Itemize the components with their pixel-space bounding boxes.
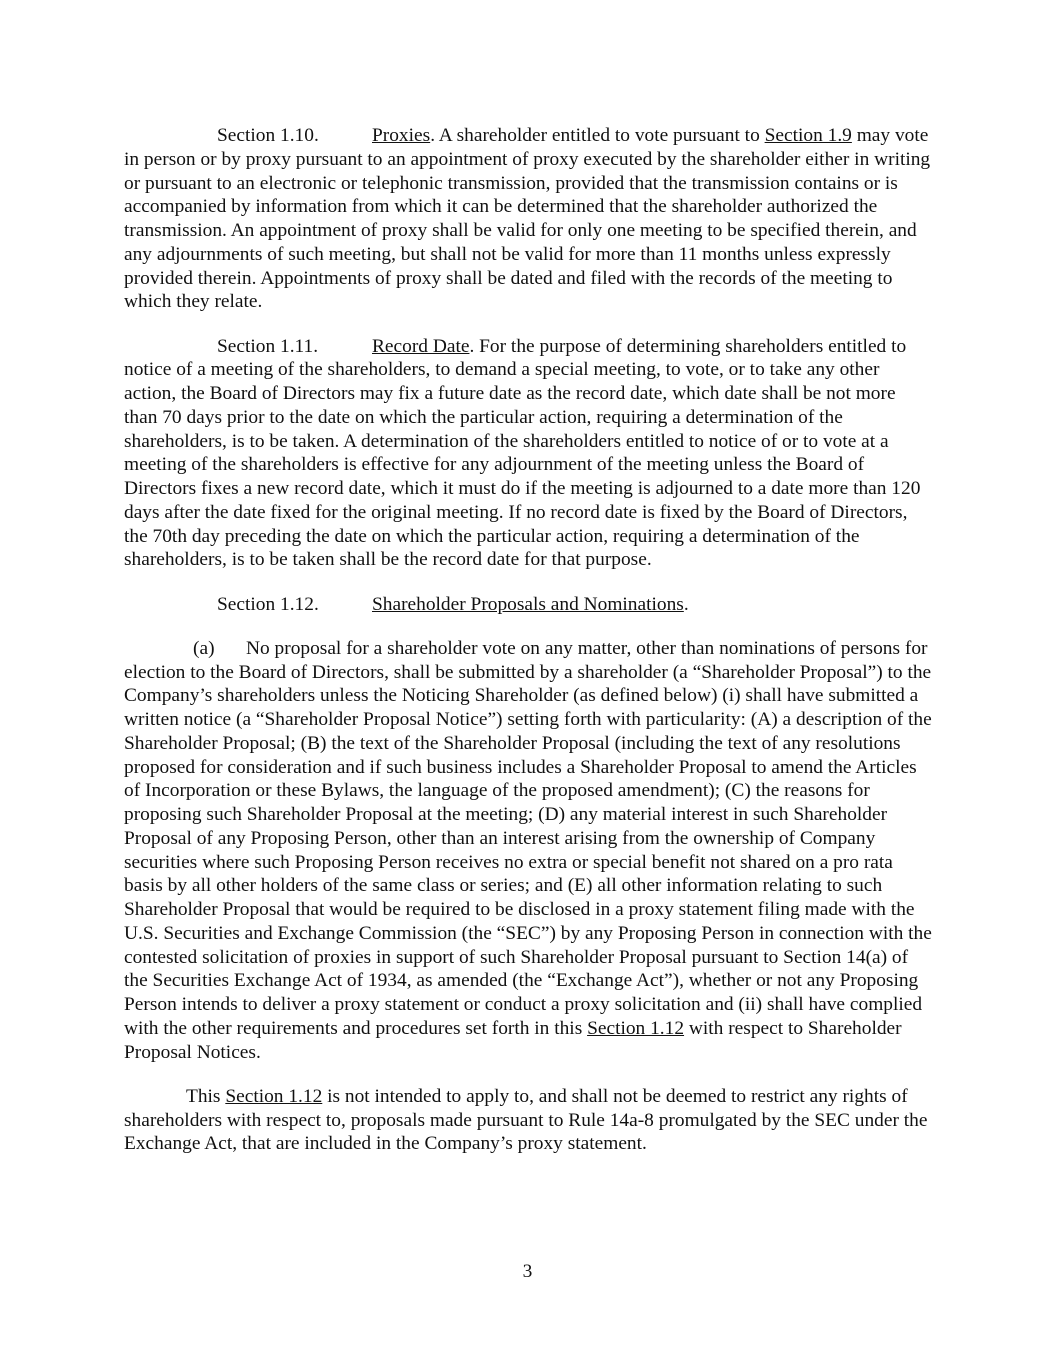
section-number: Section 1.10. [217, 125, 319, 146]
page-number: 3 [522, 1261, 533, 1282]
section-reference-link[interactable]: Section 1.12 [225, 1085, 323, 1107]
section-number: Section 1.12. [217, 593, 319, 615]
section-text: . [683, 593, 689, 615]
section-1-12-heading [124, 593, 932, 617]
closing-paragraph [124, 1085, 932, 1156]
paragraph-text: is not intended to apply to, and shall not be deemed to restrict any rights of shareholders with respect to, proposals made pursuant to Rule 14a-8 promulgated by the SEC under the Exchange Act, that are included in the Company’s proxy statement. [124, 1085, 928, 1155]
document-page [124, 124, 932, 1177]
subsection-text: No proposal for a shareholder vote on any matter, other than nominations of persons for election to the Board of Directors, shall be submitted by a shareholder (a “Shareholder Proposal”) to the Company’s shareholders unless the Noticing Shareholder (as defined below) (i) shall have submitted a written notice (a “Shareholder Proposal Notice”) setting forth with particularity: (A) a description of the Shareholder Proposal; (B) the text of the Shareholder Proposal (including the text of any resolutions proposed for consideration and if such business includes a Shareholder Proposal to amend the Articles of Incorporation or these Bylaws, the language of the proposed amendment); (C) the reasons for proposing such Shareholder Proposal at the meeting; (D) any material interest in such Shareholder Proposal of any Proposing Person, other than an interest arising from the ownership of Company securities where such Proposing Person receives no extra or special benefit not shared on a pro rata basis by all other holders of the same class or series; and (E) all other information relating to such Shareholder Proposal that would be required to be disclosed in a proxy statement filing made with the U.S. Securities and Exchange Commission (the “SEC”) by any Proposing Person in connection with the contested solicitation of proxies in support of such Shareholder Proposal pursuant to Section 14(a) of the Securities Exchange Act of 1934, as amended (the “Exchange Act”), whether or not any Proposing Person intends to deliver a proxy statement or conduct a proxy solicitation and (ii) shall have complied with the other requirements and procedures set forth in this [124, 637, 932, 1039]
paragraph-text: This [186, 1085, 226, 1107]
section-title: Proxies [372, 125, 431, 146]
subsection-a [124, 637, 932, 1065]
section-text: may vote in person or by proxy pursuant to an appointment of proxy executed by the shareholder either in writing or pursuant to an electronic or telephonic transmission, provided that the transmission contains or is accompanied by information from which it can be determined that the shareholder authorized the transmission. An appointment of proxy shall be valid for only one meeting to be specified therein, and any adjournments of such meeting, but shall not be valid for more than 11 months unless expressly provided therein. Appointments of proxy shall be dated and filed with the records of the meeting to which they relate. [124, 125, 931, 313]
section-text: . A shareholder entitled to vote pursuant to [430, 125, 765, 146]
section-number: Section 1.11. [217, 335, 319, 357]
section-title: Shareholder Proposals and Nominations [372, 593, 684, 615]
subsection-label: (a) [193, 637, 215, 659]
section-title: Record Date [372, 335, 470, 357]
section-1-11 [124, 335, 932, 573]
section-1-10 [124, 124, 932, 314]
subsection-text: with respect to Shareholder Proposal Notices. [124, 1017, 902, 1063]
section-reference-link[interactable]: Section 1.12 [587, 1017, 685, 1039]
section-reference-link[interactable]: Section 1.9 [764, 125, 852, 146]
section-text: . For the purpose of determining shareholders entitled to notice of a meeting of the shareholders, to demand a special meeting, to vote, or to take any other action, the Board of Directors may fix a future date as the record date, which date shall be not more than 70 days prior to the date on which the particular action, requiring a determination of the shareholders, is to be taken. A determination of the shareholders entitled to notice of or to vote at a meeting of the shareholders is effective for any adjournment of the meeting unless the Board of Directors fixes a new record date, which it must do if the meeting is adjourned to a date more than 120 days after the date fixed for the original meeting. If no record date is fixed by the Board of Directors, the 70th day preceding the date on which the particular action, requiring a determination of the shareholders, is to be taken shall be the record date for that purpose. [124, 335, 921, 571]
